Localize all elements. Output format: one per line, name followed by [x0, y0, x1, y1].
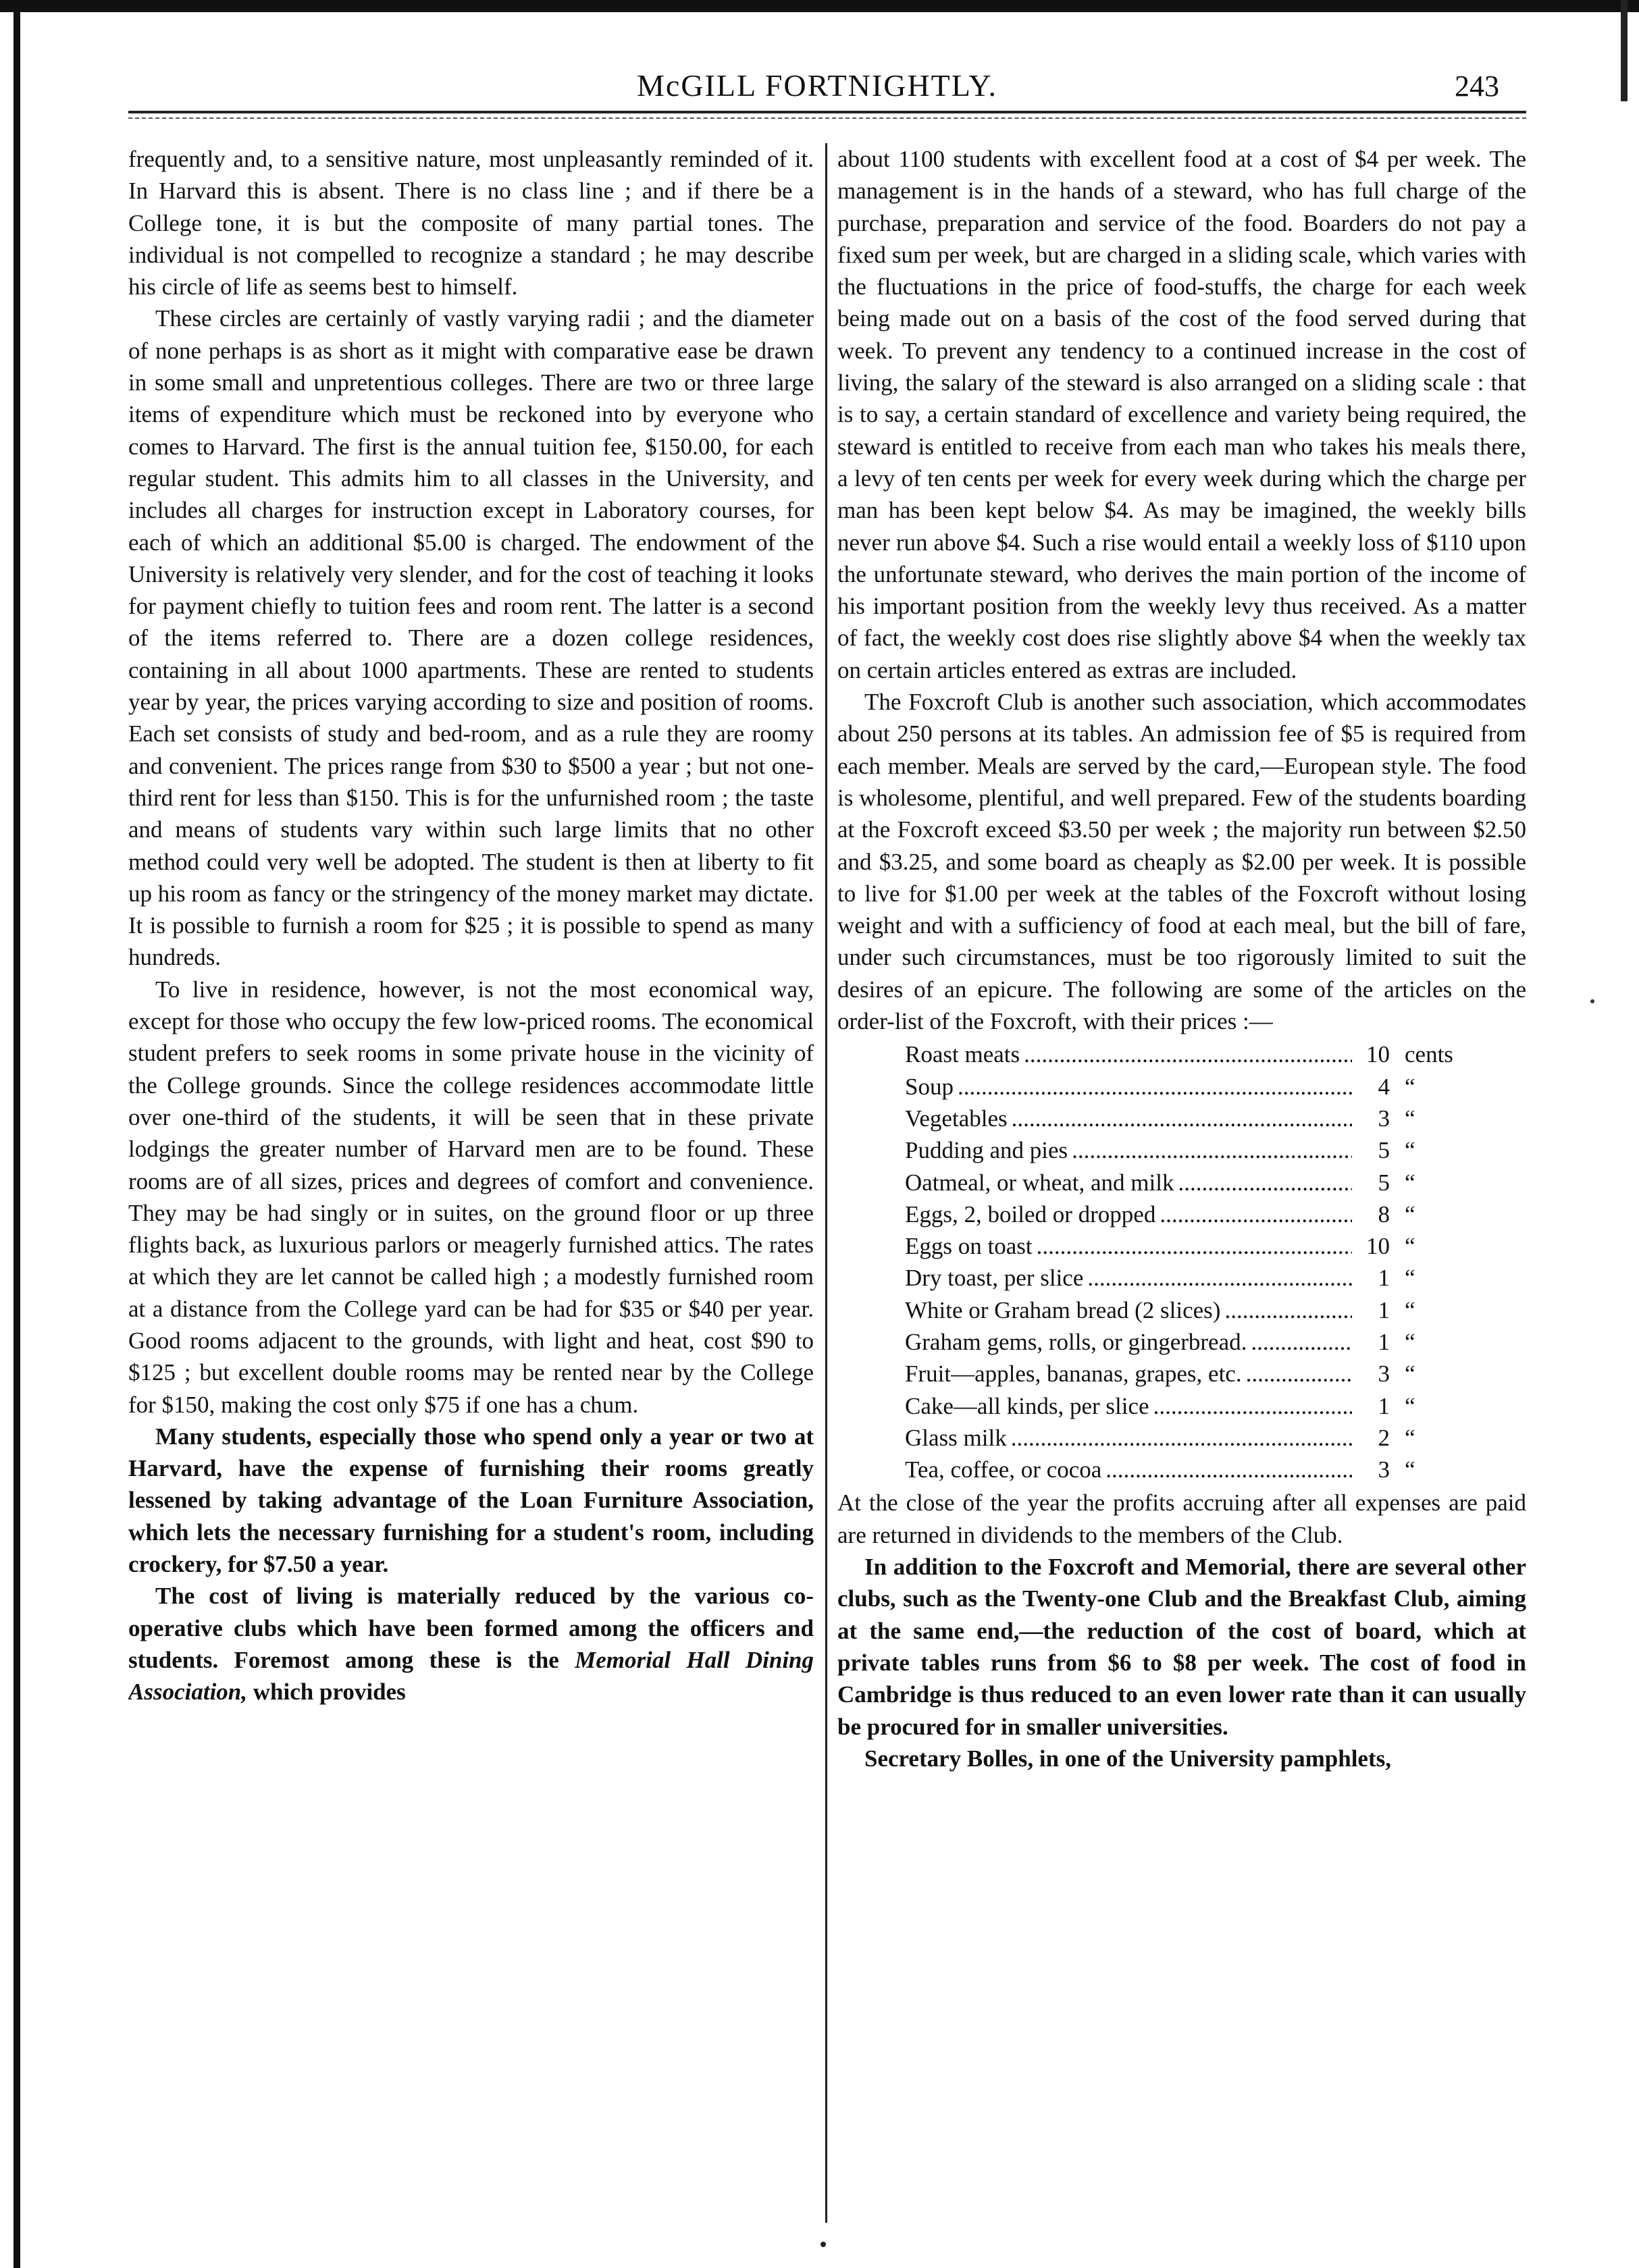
price-item-name: Eggs on toast	[905, 1233, 1033, 1260]
price-row	[905, 1230, 1486, 1262]
price-row	[905, 1294, 1486, 1326]
right-column	[837, 143, 1526, 2223]
price-value: 3	[1378, 1361, 1390, 1388]
leader-dots	[1024, 1038, 1352, 1070]
price-unit: “	[1405, 1201, 1415, 1228]
running-title: McGILL FORTNIGHTLY.	[636, 68, 998, 103]
price-unit: “	[1405, 1456, 1415, 1483]
price-value: 10	[1366, 1041, 1390, 1068]
price-unit: “	[1405, 1424, 1415, 1451]
leader-dots	[1011, 1422, 1352, 1454]
price-row	[905, 1262, 1486, 1294]
paragraph-memorial-hall	[128, 1580, 814, 1708]
paragraph: frequently and, to a sensitive nature, most unpleasantly reminded of it. In Harvard this is absent. There is no class line ; and if there be a College tone, it is but the composite of many partial tones. The individual is not compelled to recognize a standard ; he may describe his circle of life as seems best to himself.	[128, 146, 814, 300]
leader-dots	[1105, 1454, 1352, 1485]
price-unit: “	[1405, 1296, 1415, 1323]
price-unit: “	[1405, 1361, 1415, 1388]
leader-dots	[1153, 1390, 1352, 1422]
left-column	[128, 143, 814, 2223]
price-value: 3	[1378, 1105, 1390, 1132]
price-row	[905, 1454, 1486, 1485]
price-unit: “	[1405, 1105, 1415, 1132]
price-item-name: Roast meats	[905, 1041, 1020, 1068]
leader-dots	[1160, 1198, 1352, 1230]
price-value: 5	[1378, 1137, 1390, 1164]
price-value: 1	[1378, 1328, 1390, 1355]
price-row	[905, 1103, 1486, 1134]
price-unit: “	[1405, 1137, 1415, 1164]
price-value: 10	[1366, 1233, 1390, 1260]
price-unit: “	[1405, 1233, 1415, 1260]
price-item-name: White or Graham bread (2 slices)	[905, 1296, 1221, 1323]
price-unit: “	[1405, 1073, 1415, 1100]
leader-dots	[1224, 1294, 1352, 1326]
price-value: 8	[1378, 1201, 1390, 1228]
price-row	[905, 1198, 1486, 1230]
price-item-name: Pudding and pies	[905, 1137, 1068, 1164]
scan-border-right	[1621, 0, 1628, 101]
page-number: 243	[1455, 70, 1499, 103]
scan-border-top	[0, 0, 1639, 12]
paragraph: about 1100 students with excellent food at a cost of $4 per week. The management is in the hands of a steward, who has full charge of the purchase, preparation and service of the food. Boarders do not pay a fixed sum per week, but are charged in a sliding scale, which varies with the fluctuations in the price of food-stuffs, the charge for each week being made out on a basis of the cost of the food served during that week. To prevent any tendency to a continued increase in the cost of living, the salary of the steward is also arranged on a sliding scale : that is to say, a certain standard of excellence and variety being required, the steward is entitled to receive from each man who takes his meals there, a levy of ten cents per week for every week during which the charge per man has been kept below $4. As may be imagined, the weekly bills never run above $4. Such a rise would entail a weekly loss of $110 upon the unfortunate steward, who derives the main portion of the income of his important position from the weekly levy thus received. As a matter of fact, the weekly cost does rise slightly above $4 when the weekly tax on certain articles entered as extras are included.	[837, 146, 1526, 683]
price-item-name: Graham gems, rolls, or gingerbread.	[905, 1328, 1247, 1355]
price-value: 4	[1378, 1073, 1390, 1100]
leader-dots	[1246, 1358, 1352, 1390]
price-row	[905, 1167, 1486, 1198]
price-list	[837, 1038, 1526, 1485]
paragraph: In addition to the Foxcroft and Memorial, there are several other clubs, such as the Twenty-one Club and the Breakfast Club, aiming at the same end,—the reduction of the cost of board, which at private tables runs from $6 to $8 per week. The cost of food in Cambridge is thus reduced to an even lower rate than it can usually be procured for in smaller universities.	[837, 1554, 1526, 1740]
price-unit: “	[1405, 1169, 1415, 1196]
leader-dots	[1012, 1103, 1352, 1134]
leader-dots	[958, 1071, 1352, 1103]
price-item-name: Dry toast, per slice	[905, 1265, 1084, 1292]
price-item-name: Vegetables	[905, 1105, 1008, 1132]
leader-dots	[1087, 1262, 1352, 1294]
price-row	[905, 1038, 1486, 1070]
leader-dots	[1178, 1167, 1352, 1198]
price-item-name: Soup	[905, 1073, 954, 1100]
paragraph: The Foxcroft Club is another such association, which accommodates about 250 persons at its tables. An admission fee of $5 is required from each member. Meals are served by the card,—European style. The food is wholesome, plentiful, and well prepared. Few of the students boarding at the Foxcroft exceed $3.50 per week ; the majority run between $2.50 and $3.25, and some board as cheaply as $2.00 per week. It is possible to live for $1.00 per week at the tables of the Foxcroft without losing weight and with a sufficiency of food at each meal, but the bill of fare, under such circumstances, must be too rigorously limited to suit the desires of an epicure. The following are some of the articles on the order-list of the Foxcroft, with their prices :—	[837, 689, 1526, 1035]
column-divider	[825, 143, 827, 2223]
header-rule-dashed	[128, 117, 1526, 119]
price-item-name: Oatmeal, or wheat, and milk	[905, 1169, 1174, 1196]
price-value: 1	[1378, 1265, 1390, 1292]
price-row	[905, 1422, 1486, 1454]
header-rule	[128, 111, 1526, 113]
price-unit: cents	[1405, 1041, 1453, 1068]
page-header	[108, 68, 1526, 115]
price-value: 1	[1378, 1392, 1390, 1419]
paragraph: These circles are certainly of vastly varying radii ; and the diameter of none perhaps is as short as it might with comparative ease be drawn in some small and unpretentious colleges. There are two or three large items of expenditure which must be reckoned into by everyone who comes to Harvard. The first is the annual tuition fee, $150.00, for each regular student. This admits him to all classes in the University, and includes all charges for instruction except in Laboratory courses, for each of which an additional $5.00 is charged. The endowment of the University is relatively very slender, and for the cost of teaching it looks for payment chiefly to tuition fees and room rent. The latter is a second of the items referred to. There are a dozen college residences, containing in all about 1000 apartments. These are rented to students year by year, the prices varying according to size and position of rooms. Each set consists of study and bed-room, and as a rule they are roomy and convenient. The prices range from $30 to $500 a year ; but not one-third rent for less than $150. This is for the unfurnished room ; the taste and means of students vary within such large limits that no other method could very well be adopted. The student is then at liberty to fit up his room as fancy or the stringency of the money market may dictate. It is possible to furnish a room for $25 ; it is possible to spend as many hundreds.	[128, 305, 814, 971]
price-value: 1	[1378, 1296, 1390, 1323]
price-unit: “	[1405, 1265, 1415, 1292]
paragraph: To live in residence, however, is not the most economical way, except for those who occupy the few low-priced rooms. The economical student prefers to seek rooms in some private house in the vicinity of the College grounds. Since the college residences accommodate little over one-third of the students, it will be seen that in these private lodgings the greater number of Harvard men are to be found. These rooms are of all sizes, prices and degrees of comfort and convenience. They may be had singly or in suites, on the ground floor or up three flights back, as luxurious parlors or meagerly furnished attics. The rates at which they are let cannot be called high ; a modestly furnished room at a distance from the College yard can be had for $35 or $40 per year. Good rooms adjacent to the grounds, with light and heat, cost $90 to $125 ; but excellent double rooms may be rented near by the College for $150, making the cost only $75 if one has a chum.	[128, 976, 814, 1418]
price-value: 3	[1378, 1456, 1390, 1483]
paragraph-tail: which provides	[253, 1679, 406, 1706]
price-row	[905, 1071, 1486, 1103]
paragraph: At the close of the year the profits accruing after all expenses are paid are returned in dividends to the members of the Club.	[837, 1489, 1526, 1548]
memorial-hall-name: Memorial Hall Dining Association,	[128, 1646, 814, 1706]
price-value: 5	[1378, 1169, 1390, 1196]
price-item-name: Cake—all kinds, per slice	[905, 1392, 1149, 1419]
price-row	[905, 1390, 1486, 1422]
price-item-name: Eggs, 2, boiled or dropped	[905, 1201, 1156, 1228]
paragraph: Secretary Bolles, in one of the University pamphlets,	[864, 1745, 1391, 1772]
price-unit: “	[1405, 1328, 1415, 1355]
paragraph: Many students, especially those who spend only a year or two at Harvard, have the expense of furnishing their rooms greatly lessened by taking advantage of the Loan Furniture Association, which lets the necessary furnishing for a student's room, including crockery, for $7.50 a year.	[128, 1423, 814, 1578]
price-row	[905, 1134, 1486, 1166]
price-item-name: Fruit—apples, bananas, grapes, etc.	[905, 1361, 1242, 1388]
price-row	[905, 1358, 1486, 1390]
price-item-name: Tea, coffee, or cocoa	[905, 1456, 1102, 1483]
margin-mark	[1590, 999, 1594, 1003]
paragraph-lead: The cost of living is materially reduced by the various co-operative clubs which have been formed among the officers and students. Foremost among these is the	[128, 1583, 814, 1673]
price-row	[905, 1326, 1486, 1358]
bottom-mark	[821, 2242, 826, 2247]
leader-dots	[1037, 1230, 1352, 1262]
scan-border-left	[14, 0, 20, 2268]
leader-dots	[1072, 1134, 1352, 1166]
price-item-name: Glass milk	[905, 1424, 1007, 1451]
price-value: 2	[1378, 1424, 1390, 1451]
price-unit: “	[1405, 1392, 1415, 1419]
leader-dots	[1251, 1326, 1352, 1358]
